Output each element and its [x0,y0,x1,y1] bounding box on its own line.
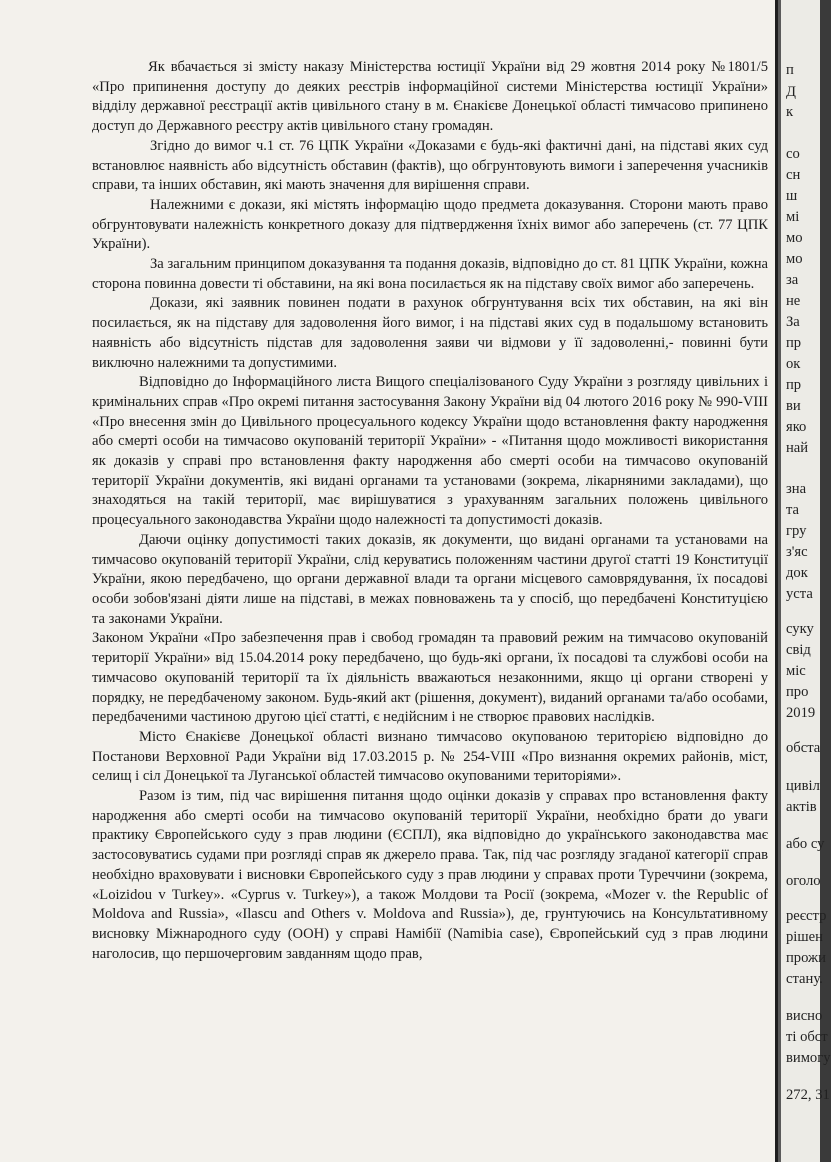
next-page-fragment: оголо [786,873,821,889]
paragraph-5: Докази, які заявник повинен подати в рахунок обгрунтування всіх тих обставин, на які він посилається, як на підставу для задоволення його вимог, і на підставі яких суд в подальшому встановить наявність або відсутність підстав для задоволення заяви чи відмови у її задоволенні,- повинні бути виключно належними та допустимими. [92,295,768,371]
paragraph-6: Відповідно до Інформаційного листа Вищого спеціалізованого Суду України з розгляду цивільних і кримінальних справ «Про окремі питання застосування Закону України від 04 лютого 2016 року № 990-VIII «Про внесення змін до Цивільного процесуального кодексу України щодо встановлення факту народження або смерті особи на тимчасово окупованій території України» - «Питання щодо можливості використання як доказів у справі про встановлення факту народження або смерті особи на тимчасово окупованій території України документів, які видані органами та установами (зокрема, лікарняними закладами), що знаходяться на такій території, має вирішуватися з урахуванням загальних положень цивільного процесуального законодавства України щодо належності та допустимості доказів. [92,374,768,529]
next-page-fragment: ш [786,188,798,204]
next-page-fragment: гру [786,523,807,539]
next-page-fragment: рішен [786,929,823,945]
next-page-fragment: най [786,440,809,456]
next-page-fragment: міс [786,663,806,679]
paragraph-4: За загальним принципом доказування та подання доказів, відповідно до ст. 81 ЦПК України, кожна сторона повинна довести ті обставини, на які вона посилається як на підставу своїх вимог або заперечень. [92,256,768,292]
next-page-fragment: ок [786,356,801,372]
paragraph-3: Належними є докази, які містять інформацію щодо предмета доказування. Сторони мають право обгрунтовувати належність конкретного доказу для підтвердження їхніх вимог або заперечень (ст. 77 ЦПК України). [92,196,768,253]
paragraph-2: Згідно до вимог ч.1 ст. 76 ЦПК України «Доказами є будь-які фактичні дані, на підставі яких суд встановлює наявність або відсутність обставин (фактів), що обгрунтовують вимоги і заперечення учасників справи, та інших обставин, які мають значення для вирішення справи. [92,137,768,194]
next-page-fragment: за [786,272,799,288]
next-page-fragment: та [786,502,800,518]
next-page-fragment: висно [786,1008,823,1024]
next-page-fragment: 2019 [786,705,816,721]
next-page-fragment: свід [786,642,811,658]
next-page-fragment: мі [786,209,800,225]
page-edge-shadow [778,0,781,1162]
next-page-fragment: п [786,62,794,78]
paragraph-9: Місто Єнакієве Донецької області визнано тимчасово окупованою територією відповідно до Постанови Верховної Ради України від 17.03.2015 р. № 254-VIII «Про визнання окремих районів, міст, селищ і сіл Донецької та Луганської областей тимчасово окупованими територіями». [92,728,768,785]
next-page-fragment: со [786,146,800,162]
paragraph-7: Даючи оцінку допустимості таких доказів, як документи, що видані органами та установами на тимчасово окупованій території України, слід керуватись положенням частини другої статті 19 Конституції України, якою передбачено, що органи державної влади та органи місцевого самоврядування, їх посадові особи зобов'язані діяти лише на підставі, в межах повноважень та у спосіб, що передбачені Конституцією та законами України. [92,531,768,627]
next-page-edge [778,0,831,1162]
next-page-fragment: к [786,104,794,120]
paragraph-10: Разом із тим, під час вирішення питання щодо оцінки доказів у справах про встановлення факту народження або смерті особи на тимчасово окупованій території України, необхідно брати до уваги практику Європейського суду з прав людини (ЄСПЛ), яка відповідно до українського законодавства має застосовуватись судами при розгляді справ як джерело права. Так, під час розгляду згаданої категорії справ необхідно враховувати і висновки Європейського суду з прав людини у справах проти Туреччини (зокрема, «Loizidou v Turkey». «Cyprus v. Turkey»), а також Молдови та Росії (зокрема, «Mozer v. the Republic of Moldova and Russia», «Ilascu and Others v. Moldova and Russia»), де, грунтуючись на Консультативному висновку Міжнародного суду (ООН) у справі Намібії (Namibia case), Європейський суд з прав людини наголосив, що першочерговим завданням щодо прав, [92,788,768,962]
next-page-fragment: уста [786,586,813,602]
next-page-fragment: За [786,314,800,330]
next-page-fragment: ви [786,398,801,414]
next-page-fragment: мо [786,251,803,267]
next-page-fragment: пр [786,377,802,393]
next-page-fragment: стану. [786,971,823,987]
next-page-fragment: актів [786,799,817,815]
next-page-fragment: док [786,565,808,581]
next-page-fragment: обста [786,740,821,756]
next-page-fragment: яко [786,419,807,435]
next-page-fragment: прожи [786,950,826,966]
next-page-fragment: сн [786,167,801,183]
next-page-fragment: Д [786,84,796,100]
next-page-fragment: цивіл [786,778,820,794]
next-page-fragment: або су [786,836,825,852]
document-body [92,58,768,964]
next-page-fragment: пр [786,335,802,351]
next-page-fragment: мо [786,230,803,246]
next-page-fragment: не [786,293,801,309]
next-page-fragment: зна [786,481,807,497]
next-page-fragment: вимогу [786,1050,831,1066]
next-page-fragment: 272, 31 [786,1087,830,1103]
next-page-fragment: ті обст [786,1029,828,1045]
paragraph-1: Як вбачається зі змісту наказу Міністерства юстиції України від 29 жовтня 2014 року №1801/5 «Про припинення доступу до деяких реєстрів інформаційної системи Міністерства юстиції України» відділу державної реєстрації актів цивільного стану в м. Єнакієве Донецької області тимчасово припинено доступ до Державного реєстру актів цивільного стану громадян. [92,59,768,135]
next-page-fragment: реєстр [786,908,827,924]
next-page-fragment: суку [786,621,814,637]
paragraph-8: Законом України «Про забезпечення прав і свобод громадян та правовий режим на тимчасово окупованій території України» від 15.04.2014 року передбачено, що будь-які органи, їх посадові та службові особи на тимчасово окупованій території та їх діяльність вважаються незаконними, якщо ці органи створені у порядку, не передбаченому законом. Будь-який акт (рішення, документ), виданий органами та/або особами, передбаченими частиною другою цієї статті, є недійсним і не створює правових наслідків. [92,630,768,726]
next-page-fragment: про [786,684,809,700]
next-page-fragment: з'яс [786,544,808,560]
